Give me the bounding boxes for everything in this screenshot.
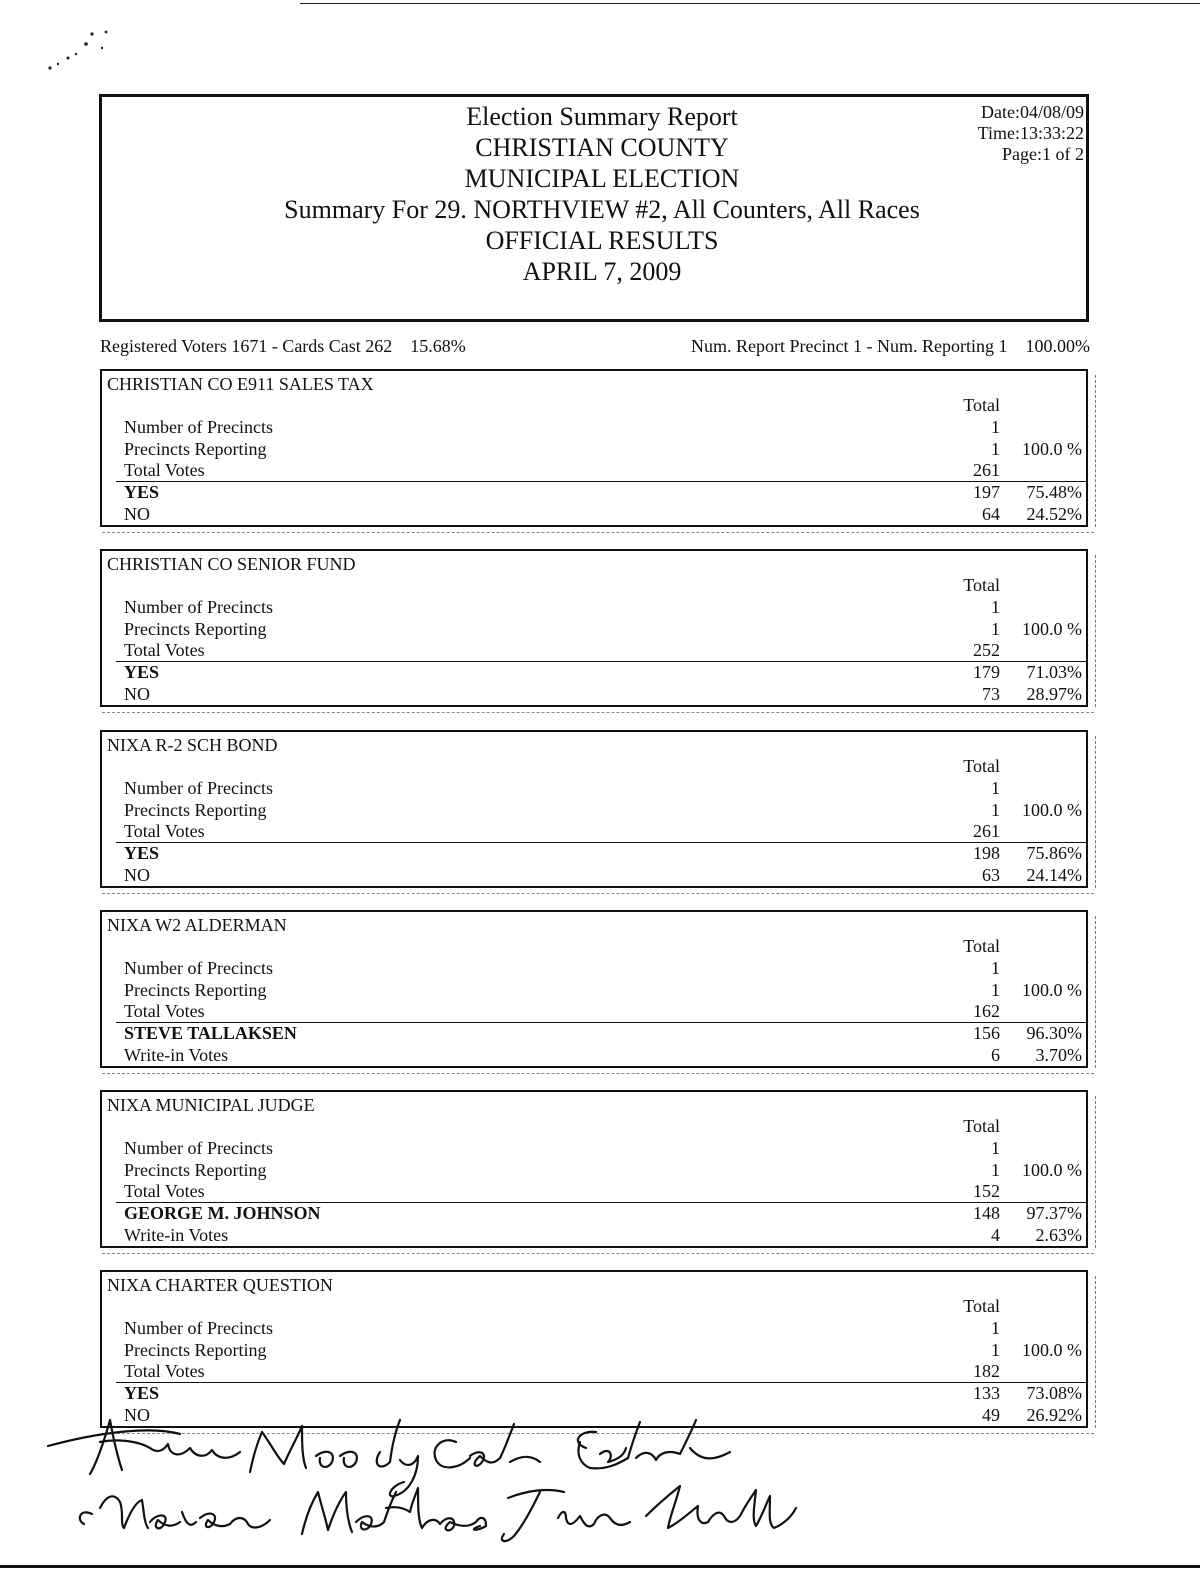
report-header xyxy=(99,94,1089,322)
precincts-reporting-label: Precincts Reporting xyxy=(124,439,267,459)
choice-votes: 6 xyxy=(991,1045,1000,1065)
choice-name: YES xyxy=(124,662,160,682)
report-page: Page:1 of 2 xyxy=(1002,144,1084,164)
total-votes-label: Total Votes xyxy=(124,1181,205,1201)
scan-edge-shadow xyxy=(1089,375,1096,527)
number-of-precincts-label: Number of Precincts xyxy=(124,778,273,798)
total-votes-label: Total Votes xyxy=(124,821,205,841)
number-of-precincts-value: 1 xyxy=(991,958,1000,978)
total-column-header: Total xyxy=(963,936,1000,956)
number-of-precincts-value: 1 xyxy=(991,597,1000,617)
choice-percent: 73.08% xyxy=(1026,1383,1082,1403)
choice-percent: 97.37% xyxy=(1026,1203,1082,1223)
scan-edge-shadow xyxy=(1089,1276,1096,1428)
race-box xyxy=(100,549,1088,707)
total-column-header: Total xyxy=(963,756,1000,776)
number-of-precincts-label: Number of Precincts xyxy=(124,958,273,978)
number-of-precincts-label: Number of Precincts xyxy=(124,1318,273,1338)
number-of-precincts-value: 1 xyxy=(991,417,1000,437)
scan-bottom-shadow xyxy=(102,893,1094,894)
scan-bottom-shadow xyxy=(102,1073,1094,1074)
choice-name: Write-in Votes xyxy=(124,1045,229,1065)
choice-percent: 2.63% xyxy=(1035,1225,1082,1245)
total-votes-value: 252 xyxy=(973,640,1000,660)
choice-name: NO xyxy=(124,865,150,885)
total-votes-value: 182 xyxy=(973,1361,1000,1381)
precincts-reporting-percent: 100.0 % xyxy=(1022,800,1082,820)
choice-percent: 75.48% xyxy=(1026,482,1082,502)
choice-votes: 73 xyxy=(982,684,1000,704)
election-date: APRIL 7, 2009 xyxy=(522,257,682,286)
results-separator xyxy=(116,481,1086,482)
choice-name: YES xyxy=(124,1383,160,1403)
report-date: Date:04/08/09 xyxy=(981,102,1084,122)
total-votes-value: 261 xyxy=(973,460,1000,480)
results-separator xyxy=(116,1382,1086,1383)
report-time: Time:13:33:22 xyxy=(977,123,1084,143)
canvass-signatures xyxy=(40,1412,800,1562)
precincts-reporting-label: Precincts Reporting xyxy=(124,800,267,820)
choice-percent: 26.92% xyxy=(1026,1405,1082,1425)
precincts-reporting-percent: 100.0 % xyxy=(1022,439,1082,459)
scan-bottom-shadow xyxy=(102,532,1094,533)
scan-edge-shadow xyxy=(1089,555,1096,707)
race-title: CHRISTIAN CO E911 SALES TAX xyxy=(107,374,374,394)
precincts-reporting-value: 1 xyxy=(991,980,1000,1000)
precincts-reporting-label: Precincts Reporting xyxy=(124,980,267,1000)
number-of-precincts-label: Number of Precincts xyxy=(124,1138,273,1158)
report-meta xyxy=(978,102,1084,165)
choice-name: Write-in Votes xyxy=(124,1225,229,1245)
choice-votes: 156 xyxy=(973,1023,1000,1043)
choice-votes: 63 xyxy=(982,865,1000,885)
choice-name: NO xyxy=(124,504,150,524)
race-box xyxy=(100,369,1088,527)
precincts-reporting-value: 1 xyxy=(991,1160,1000,1180)
scan-edge-shadow xyxy=(1089,1096,1096,1248)
election-name: MUNICIPAL ELECTION xyxy=(464,164,740,193)
choice-name: YES xyxy=(124,843,160,863)
choice-votes: 64 xyxy=(982,504,1000,524)
number-of-precincts-label: Number of Precincts xyxy=(124,417,273,437)
scan-specks xyxy=(40,26,120,76)
precincts-reporting-label: Precincts Reporting xyxy=(124,1340,267,1360)
county-name: CHRISTIAN COUNTY xyxy=(475,133,729,162)
number-of-precincts-value: 1 xyxy=(991,778,1000,798)
race-title: NIXA R-2 SCH BOND xyxy=(107,735,278,755)
precincts-reporting-percent: 100.0 % xyxy=(1022,1160,1082,1180)
bottom-rule xyxy=(0,1565,1200,1568)
total-votes-label: Total Votes xyxy=(124,1361,205,1381)
choice-percent: 75.86% xyxy=(1026,843,1082,863)
voter-summary: Registered Voters 1671 - Cards Cast 262 15.68% xyxy=(100,336,466,356)
scan-edge-shadow xyxy=(1089,916,1096,1068)
total-votes-label: Total Votes xyxy=(124,460,205,480)
race-box xyxy=(100,910,1088,1068)
race-title: CHRISTIAN CO SENIOR FUND xyxy=(107,554,356,574)
number-of-precincts-value: 1 xyxy=(991,1138,1000,1158)
choice-name: STEVE TALLAKSEN xyxy=(124,1023,297,1043)
choice-votes: 4 xyxy=(991,1225,1000,1245)
choice-percent: 24.52% xyxy=(1026,504,1082,524)
precincts-reporting-value: 1 xyxy=(991,619,1000,639)
results-status: OFFICIAL RESULTS xyxy=(485,226,719,255)
precincts-reporting-percent: 100.0 % xyxy=(1022,619,1082,639)
choice-name: NO xyxy=(124,1405,150,1425)
precincts-reporting-label: Precincts Reporting xyxy=(124,619,267,639)
choice-name: NO xyxy=(124,684,150,704)
race-title: NIXA CHARTER QUESTION xyxy=(107,1275,333,1295)
choice-percent: 71.03% xyxy=(1026,662,1082,682)
race-box xyxy=(100,730,1088,888)
total-votes-label: Total Votes xyxy=(124,1001,205,1021)
precincts-reporting-percent: 100.0 % xyxy=(1022,1340,1082,1360)
choice-percent: 24.14% xyxy=(1026,865,1082,885)
total-column-header: Total xyxy=(963,1296,1000,1316)
total-votes-value: 261 xyxy=(973,821,1000,841)
total-column-header: Total xyxy=(963,1116,1000,1136)
choice-percent: 3.70% xyxy=(1035,1045,1082,1065)
race-box xyxy=(100,1090,1088,1248)
race-title: NIXA MUNICIPAL JUDGE xyxy=(107,1095,315,1115)
results-separator xyxy=(116,661,1086,662)
precincts-reporting-label: Precincts Reporting xyxy=(124,1160,267,1180)
choice-votes: 197 xyxy=(973,482,1000,502)
total-column-header: Total xyxy=(963,395,1000,415)
summary-scope: Summary For 29. NORTHVIEW #2, All Counters, All Races xyxy=(284,195,920,224)
total-votes-value: 152 xyxy=(973,1181,1000,1201)
precincts-reporting-percent: 100.0 % xyxy=(1022,980,1082,1000)
number-of-precincts-value: 1 xyxy=(991,1318,1000,1338)
scan-bottom-shadow xyxy=(102,712,1094,713)
race-title: NIXA W2 ALDERMAN xyxy=(107,915,287,935)
total-votes-value: 162 xyxy=(973,1001,1000,1021)
precincts-reporting-value: 1 xyxy=(991,800,1000,820)
total-column-header: Total xyxy=(963,575,1000,595)
choice-votes: 179 xyxy=(973,662,1000,682)
choice-name: GEORGE M. JOHNSON xyxy=(124,1203,321,1223)
scan-bottom-shadow xyxy=(102,1253,1094,1254)
choice-percent: 28.97% xyxy=(1026,684,1082,704)
race-box xyxy=(100,1270,1088,1428)
choice-votes: 133 xyxy=(973,1383,1000,1403)
results-separator xyxy=(116,842,1086,843)
total-votes-label: Total Votes xyxy=(124,640,205,660)
top-rule xyxy=(300,3,1200,4)
number-of-precincts-label: Number of Precincts xyxy=(124,597,273,617)
report-title: Election Summary Report xyxy=(466,102,738,131)
choice-name: YES xyxy=(124,482,160,502)
reporting-summary: Num. Report Precinct 1 - Num. Reporting 1 100.00% xyxy=(691,336,1090,356)
choice-votes: 198 xyxy=(973,843,1000,863)
choice-votes: 148 xyxy=(973,1203,1000,1223)
precincts-reporting-value: 1 xyxy=(991,1340,1000,1360)
scan-edge-shadow xyxy=(1089,736,1096,888)
choice-percent: 96.30% xyxy=(1026,1023,1082,1043)
choice-votes: 49 xyxy=(982,1405,1000,1425)
precincts-reporting-value: 1 xyxy=(991,439,1000,459)
